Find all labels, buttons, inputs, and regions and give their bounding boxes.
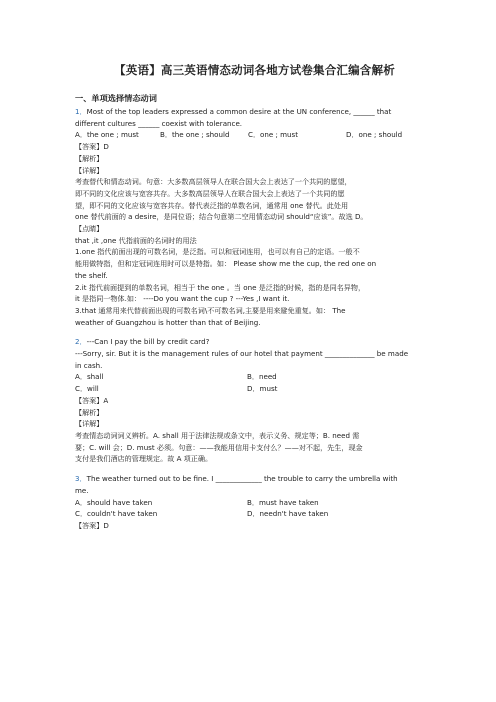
option-b: B．must have taken <box>247 497 319 507</box>
explanation-line: 望，即不同的文化应该与宽容共存。替代表泛指的单数名词，通常用 one 替代。此处用 <box>75 200 349 210</box>
question-1 <box>75 106 434 328</box>
document-title: 【英语】高三英语情态动词各地方试卷集合汇编含解析 <box>114 63 395 77</box>
point-label: 【点睛】 <box>75 224 104 234</box>
analysis-label: 【解析】 <box>75 407 104 417</box>
note-line: weather of Guangzhou is hotter than that of Beijing. <box>75 317 261 327</box>
question-3 <box>75 473 434 532</box>
explanation-line: 支付是我们酒店的管理规定。故 A 项正确。 <box>75 454 213 464</box>
option-d: D．must <box>247 384 278 394</box>
option-d: D．needn't have taken <box>247 509 329 519</box>
option-a: A．the one ; must <box>75 130 139 140</box>
question-number: 1． <box>75 107 87 116</box>
explanation-line: 要；C. will 会；D. must 必须。句意：——我能用信用卡支付么？——对不起，先生，现金 <box>75 442 363 452</box>
question-options <box>75 371 434 394</box>
note-line: the shelf. <box>75 270 108 280</box>
question-number: 3． <box>75 474 87 484</box>
question-stem-cont: in cash. <box>75 360 103 370</box>
question-number: 2． <box>75 337 87 347</box>
option-b: B．the one ; should <box>160 130 230 140</box>
note-line: 能用做特指，但和定冠词连用时可以是特指。如： Please show me the cup, the red one on <box>75 259 377 269</box>
option-a: A．shall <box>75 372 104 382</box>
detail-label: 【详解】 <box>75 165 104 175</box>
option-c: C．one ; must <box>248 130 299 140</box>
note-line: 2.it 指代前面提到的单数名词，相当于 the one 。当 one 是泛指的时候，指的是同名异物， <box>75 282 366 292</box>
option-a: A．should have taken <box>75 497 153 507</box>
question-stem: 1．Most of the top leaders expressed a common desire at the UN conference, ______ that <box>75 107 392 116</box>
question-stem-cont: ---Sorry, sir. But it is the management rules of our hotel that payment ______________ be made <box>75 349 409 359</box>
answer: 【答案】A <box>75 395 109 405</box>
note-line: that ,it ,one 代指前面的名词时的用法 <box>75 235 197 245</box>
analysis-label: 【解析】 <box>75 153 104 163</box>
question-options <box>75 497 434 520</box>
explanation-line: 考查情态动词词义辨析。A. shall 用于法律法规或条文中，表示义务、规定等；B. need 需 <box>75 430 360 440</box>
question-stem: 3．The weather turned out to be fine. I _____________ the trouble to carry the umbrella with <box>75 474 398 484</box>
note-line: 3.that 通常用来代替前面出现的可数名词\不可数名词,主要是用来避免重复。如： The <box>75 305 346 315</box>
option-b: B．need <box>247 372 277 382</box>
question-2 <box>75 336 434 465</box>
explanation-line: 即不同的文化应该与宽容共存。大多数高层领导人在联合国大会上表达了一个共同的愿 <box>75 188 345 198</box>
section-heading: 一、单项选择情态动词 <box>75 93 157 103</box>
note-line: it 是指同一物体.如： ----Do you want the cup ? ---Yes ,I want it. <box>75 294 290 304</box>
question-stem: 2．---Can I pay the bill by credit card? <box>75 337 210 347</box>
answer: 【答案】D <box>75 142 109 152</box>
question-stem-cont: different cultures ______ coexist with tolerance. <box>75 118 243 128</box>
question-options <box>75 129 434 141</box>
explanation-line: 考查替代和情态动词。句意：大多数高层领导人在联合国大会上表达了一个共同的愿望， <box>75 177 352 187</box>
note-line: 1.one 指代前面出现的可数名词，是泛指。可以和冠词连用，也可以有自己的定语。一般不 <box>75 247 360 257</box>
answer: 【答案】D <box>75 520 109 530</box>
option-d: D．one ; should <box>346 130 403 140</box>
detail-label: 【详解】 <box>75 419 104 429</box>
question-stem-cont: me. <box>75 485 89 495</box>
explanation-line: one 替代前面的 a desire，是同位语；结合句意第二空用情态动词 should“应该”。故选 D。 <box>75 212 368 222</box>
option-c: C．couldn't have taken <box>75 509 158 519</box>
option-c: C．will <box>75 384 99 394</box>
